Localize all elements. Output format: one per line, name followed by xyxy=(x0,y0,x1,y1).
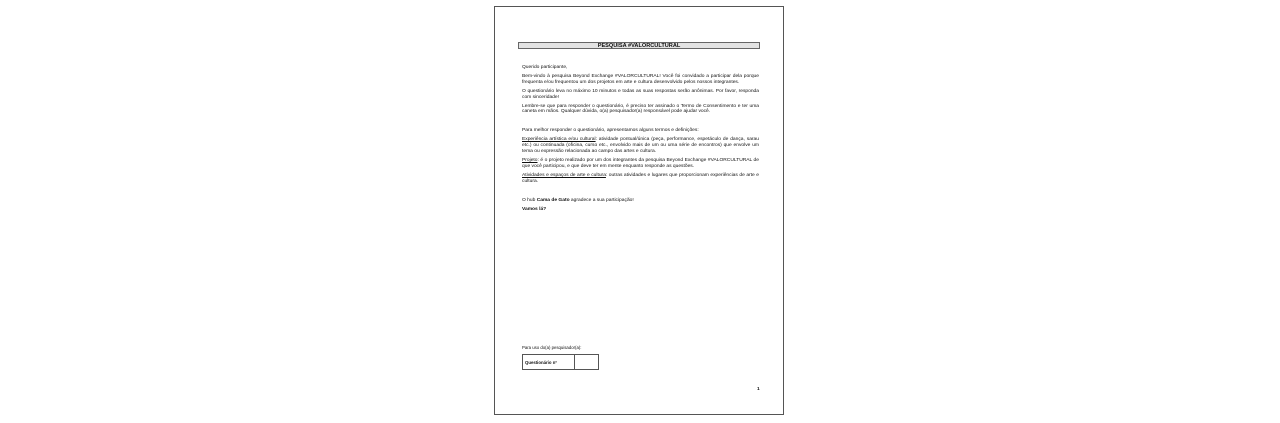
definition-text: : atividade pontual/única (peça, performance, espetáculo de dança, sarau etc.) ou continuada (oficina, curso etc., envolvido mais de um ou uma série de encontros) que envolve um tema ou expressão relacionada ao campo das artes e cultura. xyxy=(522,137,759,155)
thanks-suffix: agradece a sua participação! xyxy=(569,197,634,203)
definition-text: : outras atividades e lugares que proporcionam experiências de arte e cultura. xyxy=(522,172,760,184)
definition-atividades xyxy=(522,173,759,185)
questionnaire-number-label: Questionário nº xyxy=(523,355,575,370)
consent-paragraph: Lembre-se que para responder o questionário, é preciso ter assinado o Termo de Consentimento e ter uma caneta em mãos. Qualquer dúvida, o(a) pesquisador(a) responsável pode ajudar você. xyxy=(522,103,759,115)
definition-term: Experiência artística e/ou cultural xyxy=(522,137,596,143)
questionnaire-number-field[interactable] xyxy=(575,355,599,370)
page-number: 1 xyxy=(757,387,760,392)
definition-experiencia xyxy=(522,137,759,155)
intro-paragraph: Bem-vindo à pesquisa Beyond Exchange #VALORCULTURAL! Você foi convidado a participar dela porque frequenta e/ou frequentou um dos projetos em arte e cultura desenvolvido pelos nossos integrantes. xyxy=(522,73,759,85)
thanks-prefix: O hub xyxy=(522,197,537,203)
spacer xyxy=(522,188,759,198)
definition-projeto xyxy=(522,158,759,170)
spacer xyxy=(522,118,759,128)
definition-term: Projeto xyxy=(522,157,538,163)
greeting: Querido participante, xyxy=(522,65,568,70)
closing-line: Vamos lá? xyxy=(522,206,547,212)
thanks-paragraph xyxy=(522,198,759,204)
document-title: PESQUISA #VALORCULTURAL xyxy=(518,42,760,49)
definitions-intro: Para melhor responder o questionário, apresentamos alguns termos e definições: xyxy=(522,128,699,134)
researcher-label: Para uso do(a) pesquisador(a): xyxy=(522,345,582,350)
duration-paragraph: O questionário leva no máximo 10 minutos e todas as suas respostas serão anônimas. Por favor, responda com sinceridade! xyxy=(522,88,759,100)
definition-term: Atividades e espaços de arte e cultura xyxy=(522,172,606,178)
questionnaire-number-table xyxy=(522,354,599,370)
document-body xyxy=(522,65,759,215)
definition-text: : é o projeto realizado por um dos integrantes da pesquisa Beyond Exchange #VALORCULTURAL de que você participou, e que deve ter em mente enquanto responde as questões. xyxy=(522,157,759,169)
document-page xyxy=(494,6,784,415)
hub-name: Cama de Gato xyxy=(536,197,570,203)
